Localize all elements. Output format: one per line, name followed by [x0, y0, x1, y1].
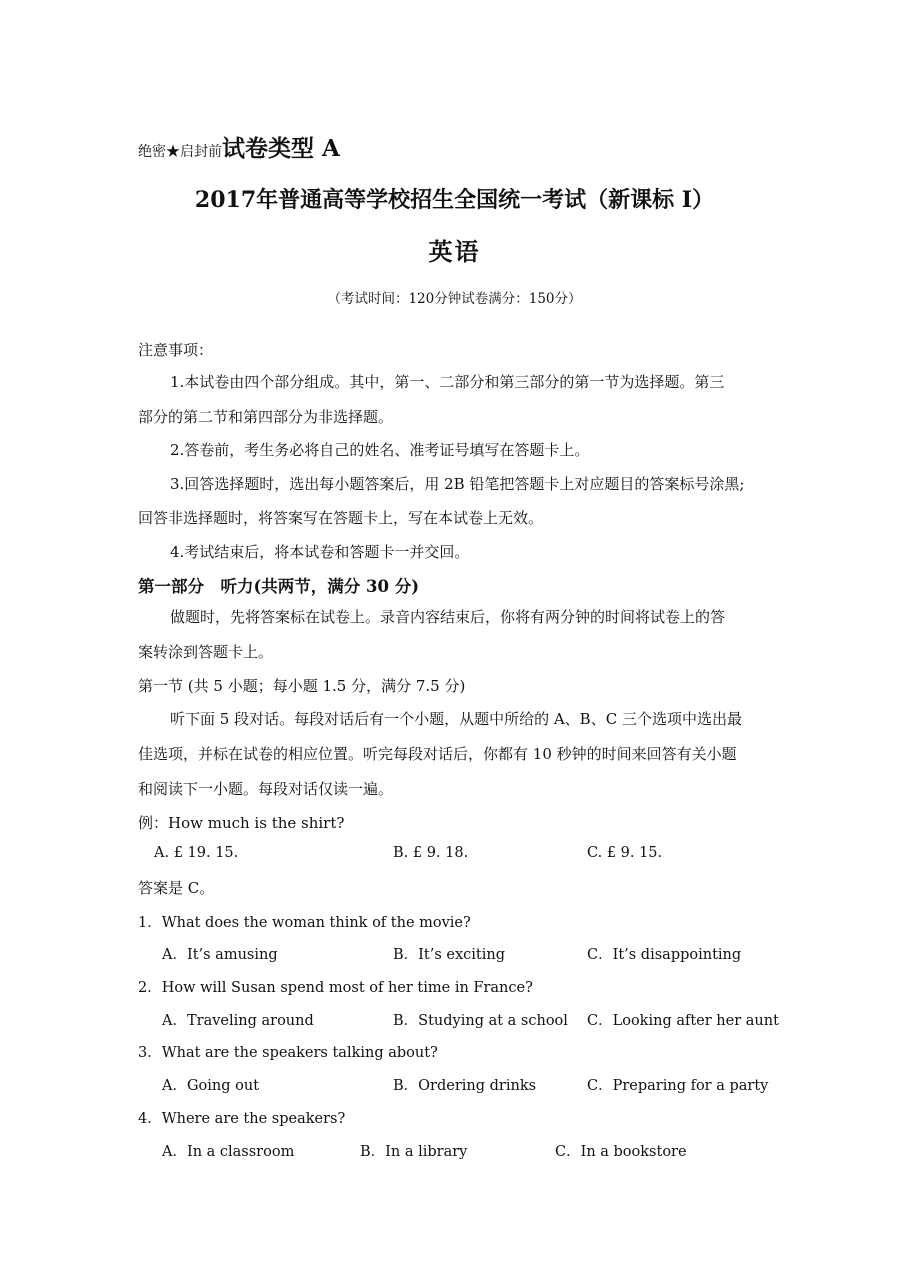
q1-option-a: A．It’s amusing	[162, 947, 278, 963]
question-1: 1．What does the woman think of the movie?	[138, 915, 471, 931]
exam-title: 2017年普通高等学校招生全国统一考试（新课标 I）	[194, 187, 715, 213]
exam-info: （考试时间：120分钟试卷满分：150分）	[327, 291, 582, 307]
question-3: 3．What are the speakers talking about?	[138, 1045, 438, 1061]
section1-intro-line-3: 和阅读下一小题。每段对话仅读一遍。	[138, 780, 394, 798]
example-option-a: A. £ 19. 15.	[154, 845, 239, 861]
q3-option-b: B．Ordering drinks	[393, 1078, 537, 1094]
question-4: 4．Where are the speakers?	[138, 1111, 346, 1127]
example-answer: 答案是 C。	[138, 879, 215, 897]
part1-intro-line-2: 案转涂到答题卡上。	[138, 643, 274, 661]
section1-intro-line-1: 听下面 5 段对话。每段对话后有一个小题，从题中所给的 A、B、C 三个选项中选出最	[170, 710, 742, 728]
q4-option-a: A．In a classroom	[162, 1144, 295, 1160]
question-2: 2．How will Susan spend most of her time in France?	[138, 980, 533, 996]
note-line-6: 4.考试结束后，将本试卷和答题卡一并交回。	[170, 543, 470, 561]
paper-type: 试卷类型 A	[222, 135, 340, 162]
example-question: 例：How much is the shirt?	[138, 814, 345, 832]
section1-heading: 第一节 (共 5 小题；每小题 1.5 分，满分 7.5 分)	[138, 677, 466, 695]
confidential-line	[138, 130, 340, 163]
note-line-5: 回答非选择题时，将答案写在答题卡上，写在本试卷上无效。	[138, 509, 544, 527]
note-line-1: 1.本试卷由四个部分组成。其中，第一、二部分和第三部分的第一节为选择题。第三	[170, 373, 725, 391]
note-line-4: 3.回答选择题时，选出每小题答案后，用 2B 铅笔把答题卡上对应题目的答案标号涂黑;	[170, 475, 745, 493]
example-option-c: C. £ 9. 15.	[587, 845, 663, 861]
confidential-mark: 绝密★启封前	[138, 144, 222, 160]
q4-option-b: B．In a library	[360, 1144, 468, 1160]
example-option-b: B. £ 9. 18.	[393, 845, 469, 861]
subject-title: 英语	[428, 237, 481, 266]
q4-option-c: C．In a bookstore	[555, 1144, 687, 1160]
q2-option-a: A．Traveling around	[162, 1013, 314, 1029]
section1-intro-line-2: 佳选项，并标在试卷的相应位置。听完每段对话后，你都有 10 秒钟的时间来回答有关小题	[138, 745, 737, 763]
notes-heading: 注意事项：	[138, 341, 214, 359]
q3-option-c: C．Preparing for a party	[587, 1078, 769, 1094]
q2-option-b: B．Studying at a school	[393, 1013, 568, 1029]
q1-option-c: C．It’s disappointing	[587, 947, 742, 963]
part1-heading: 第一部分 听力(共两节，满分 30 分)	[138, 577, 420, 596]
q2-option-c: C．Looking after her aunt	[587, 1013, 779, 1029]
part1-intro-line-1: 做题时，先将答案标在试卷上。录音内容结束后，你将有两分钟的时间将试卷上的答	[170, 608, 726, 626]
note-line-2: 部分的第二节和第四部分为非选择题。	[138, 408, 394, 426]
q1-option-b: B．It’s exciting	[393, 947, 505, 963]
q3-option-a: A．Going out	[162, 1078, 260, 1094]
note-line-3: 2.答卷前，考生务必将自己的姓名、准考证号填写在答题卡上。	[170, 441, 590, 459]
